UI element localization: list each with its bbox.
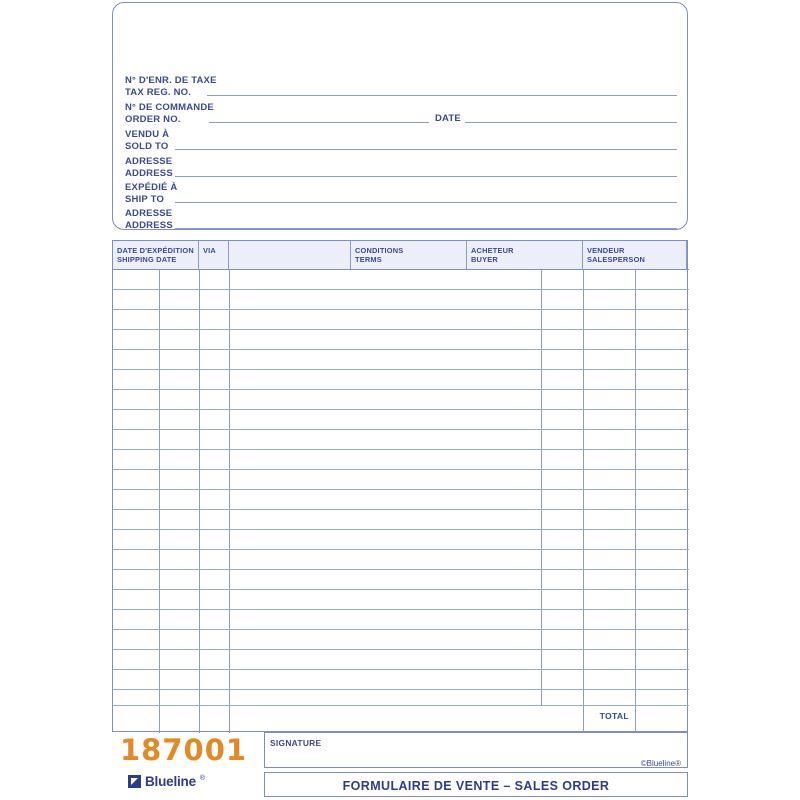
field-line-ship-to[interactable] bbox=[175, 202, 677, 203]
table-row[interactable] bbox=[113, 429, 689, 430]
table-row[interactable] bbox=[113, 629, 689, 630]
page-title: FORMULAIRE DE VENTE – SALES ORDER bbox=[342, 779, 610, 793]
table-vline-1 bbox=[159, 269, 160, 733]
table-row[interactable] bbox=[113, 329, 689, 330]
field-label-fr: VENDU À bbox=[125, 129, 170, 140]
table-vline-3 bbox=[229, 269, 230, 733]
form-title-box bbox=[264, 759, 688, 797]
field-label-en: ADDRESS bbox=[125, 219, 173, 231]
table-vline-6 bbox=[635, 269, 636, 733]
field-line-sold-to[interactable] bbox=[175, 149, 677, 150]
signature-box[interactable] bbox=[264, 732, 688, 768]
table-row[interactable] bbox=[113, 569, 689, 570]
table-row[interactable] bbox=[113, 449, 689, 450]
table-row[interactable] bbox=[113, 309, 689, 310]
field-line-address-1[interactable] bbox=[175, 176, 677, 177]
sales-order-form bbox=[112, 0, 690, 800]
field-label-date: DATE bbox=[435, 113, 461, 124]
field-label-fr: N° D'ENR. DE TAXE bbox=[125, 75, 217, 86]
table-column-buyer: ACHETEUR BUYER bbox=[467, 241, 583, 269]
field-label-en: SHIP TO bbox=[125, 193, 165, 205]
field-line-tax-reg-no[interactable] bbox=[207, 95, 677, 96]
table-row[interactable] bbox=[113, 489, 689, 490]
table-row[interactable] bbox=[113, 469, 689, 470]
table-column-salesperson: VENDEUR SALESPERSON bbox=[583, 241, 687, 269]
field-label-ship-to bbox=[125, 182, 177, 205]
field-label-fr: ADRESSE bbox=[125, 156, 173, 167]
serial-number: 187001 bbox=[120, 733, 248, 767]
table-row[interactable] bbox=[113, 389, 689, 390]
table-row[interactable] bbox=[113, 669, 689, 670]
table-row[interactable] bbox=[113, 369, 689, 370]
header-box bbox=[112, 2, 688, 230]
table-row[interactable] bbox=[113, 509, 689, 510]
brand-registered-mark: ® bbox=[199, 775, 206, 782]
field-label-en: ADDRESS bbox=[125, 167, 173, 179]
field-label-fr: N° DE COMMANDE bbox=[125, 102, 214, 113]
table-row[interactable] bbox=[113, 589, 689, 590]
brand-logo bbox=[128, 774, 205, 789]
table-column-terms: CONDITIONS TERMS bbox=[351, 241, 467, 269]
table-row[interactable] bbox=[113, 549, 689, 550]
signature-label: SIGNATURE bbox=[270, 738, 322, 748]
table-row[interactable] bbox=[113, 649, 689, 650]
table-vline-4 bbox=[541, 269, 542, 705]
table-row[interactable] bbox=[113, 689, 689, 690]
field-line-date[interactable] bbox=[465, 122, 677, 123]
field-line-order-no[interactable] bbox=[209, 122, 429, 123]
field-line-address-2[interactable] bbox=[175, 228, 677, 229]
copyright-notice: ©Blueline® bbox=[640, 759, 681, 768]
field-label-address-1 bbox=[125, 156, 173, 179]
line-items-table bbox=[112, 240, 688, 732]
table-row[interactable] bbox=[113, 349, 689, 350]
field-label-address-2 bbox=[125, 208, 173, 231]
blueline-mark-icon bbox=[128, 775, 141, 788]
table-row[interactable] bbox=[113, 409, 689, 410]
field-label-en: ORDER NO. bbox=[125, 113, 181, 125]
table-row[interactable] bbox=[113, 289, 689, 290]
table-vline-5 bbox=[583, 269, 584, 733]
field-label-fr: ADRESSE bbox=[125, 208, 173, 219]
field-label-en: TAX REG. NO. bbox=[125, 86, 192, 98]
table-total-divider bbox=[113, 705, 689, 706]
brand-name: Blueline bbox=[145, 774, 196, 789]
table-column-via: VIA bbox=[199, 241, 229, 269]
table-column-blank-1 bbox=[229, 241, 351, 269]
field-label-sold-to bbox=[125, 129, 169, 152]
total-label: TOTAL bbox=[599, 711, 629, 721]
table-column-shipping-date: DATE D'EXPÉDITION SHIPPING DATE bbox=[113, 241, 199, 269]
table-row[interactable] bbox=[113, 609, 689, 610]
field-label-fr: EXPÉDIÉ À bbox=[125, 182, 178, 193]
table-vline-2 bbox=[199, 269, 200, 733]
field-label-en: SOLD TO bbox=[125, 140, 169, 152]
field-label-tax-reg-no bbox=[125, 75, 217, 98]
field-label-order-no bbox=[125, 102, 214, 125]
table-row[interactable] bbox=[113, 529, 689, 530]
